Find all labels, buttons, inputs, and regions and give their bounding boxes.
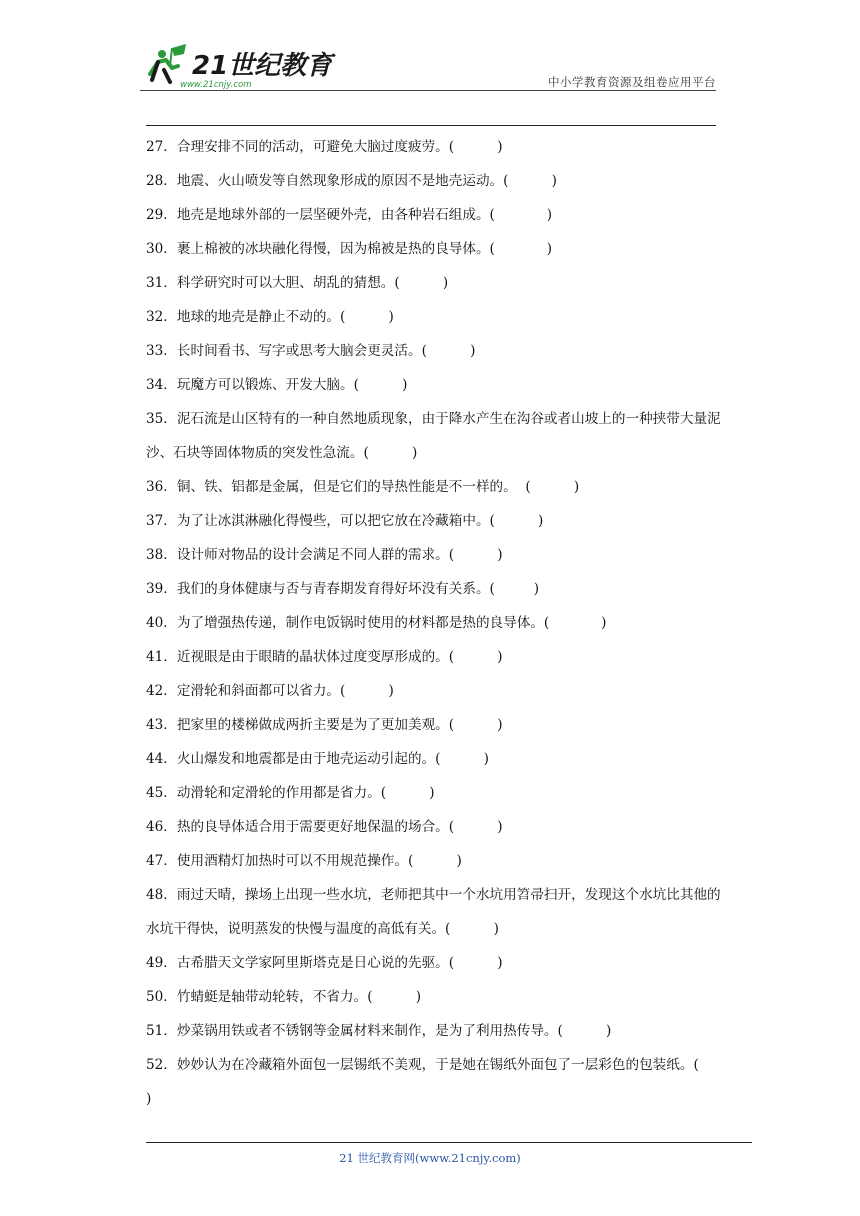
question-36: 36．铜、铁、铝都是金属，但是它们的导热性能是不一样的。 ( ) [146, 479, 580, 495]
section-divider [146, 125, 716, 126]
question-40: 40．为了增强热传递，制作电饭锅时使用的材料都是热的良导体。( ) [146, 615, 607, 631]
question-38: 38．设计师对物品的设计会满足不同人群的需求。( ) [146, 547, 503, 563]
question-41: 41．近视眼是由于眼睛的晶状体过度变厚形成的。( ) [146, 649, 503, 665]
runner-icon [150, 44, 186, 82]
question-28: 28．地震、火山喷发等自然现象形成的原因不是地壳运动。( ) [146, 173, 557, 189]
footer-divider [146, 1142, 752, 1143]
question-list [146, 130, 751, 1116]
question-49: 49．古希腊天文学家阿里斯塔克是日心说的先驱。( ) [146, 955, 503, 971]
question-35: 35．泥石流是山区特有的一种自然地质现象，由于降水产生在沟谷或者山坡上的一种挟带大量泥沙、石块等固体物质的突发性急流。( ) [146, 411, 721, 461]
question-32: 32．地球的地壳是静止不动的。( ) [146, 309, 394, 325]
question-37: 37．为了让冰淇淋融化得慢些，可以把它放在冷藏箱中。( ) [146, 513, 544, 529]
question-27: 27．合理安排不同的活动，可避免大脑过度疲劳。( ) [146, 139, 503, 155]
question-39: 39．我们的身体健康与否与青春期发育得好坏没有关系。( ) [146, 581, 540, 597]
question-34: 34．玩魔方可以锻炼、开发大脑。( ) [146, 377, 408, 393]
question-50: 50．竹蜻蜓是轴带动轮转，不省力。( ) [146, 989, 422, 1005]
question-46: 46．热的良导体适合用于需要更好地保温的场合。( ) [146, 819, 503, 835]
question-30: 30．裹上棉被的冰块融化得慢，因为棉被是热的良导体。( ) [146, 241, 553, 257]
question-42: 42．定滑轮和斜面都可以省力。( ) [146, 683, 394, 699]
logo-text: 21世纪教育 [192, 51, 333, 81]
logo-url: www.21cnjy.com [180, 80, 252, 90]
header-divider [140, 90, 716, 91]
question-51: 51．炒菜锅用铁或者不锈钢等金属材料来制作，是为了利用热传导。( ) [146, 1023, 612, 1039]
page-header [140, 40, 716, 96]
logo-21cnjy [140, 40, 340, 92]
footer-site-link[interactable]: 21 世纪教育网(www.21cnjy.com) [339, 1151, 521, 1165]
question-44: 44．火山爆发和地震都是由于地壳运动引起的。( ) [146, 751, 489, 767]
question-33: 33．长时间看书、写字或思考大脑会更灵活。( ) [146, 343, 476, 359]
question-52: 52．妙妙认为在冷藏箱外面包一层锡纸不美观，于是她在锡纸外面包了一层彩色的包装纸。( ) [146, 1057, 751, 1107]
question-48: 48．雨过天晴，操场上出现一些水坑，老师把其中一个水坑用笤帚扫开，发现这个水坑比其他的水坑干得快，说明蒸发的快慢与温度的高低有关。( ) [146, 887, 721, 937]
header-platform-text: 中小学教育资源及组卷应用平台 [548, 75, 716, 89]
question-45: 45．动滑轮和定滑轮的作用都是省力。( ) [146, 785, 435, 801]
question-47: 47．使用酒精灯加热时可以不用规范操作。( ) [146, 853, 462, 869]
question-29: 29．地壳是地球外部的一层坚硬外壳，由各种岩石组成。( ) [146, 207, 553, 223]
question-31: 31．科学研究时可以大胆、胡乱的猜想。( ) [146, 275, 449, 291]
question-43: 43．把家里的楼梯做成两折主要是为了更加美观。( ) [146, 717, 503, 733]
